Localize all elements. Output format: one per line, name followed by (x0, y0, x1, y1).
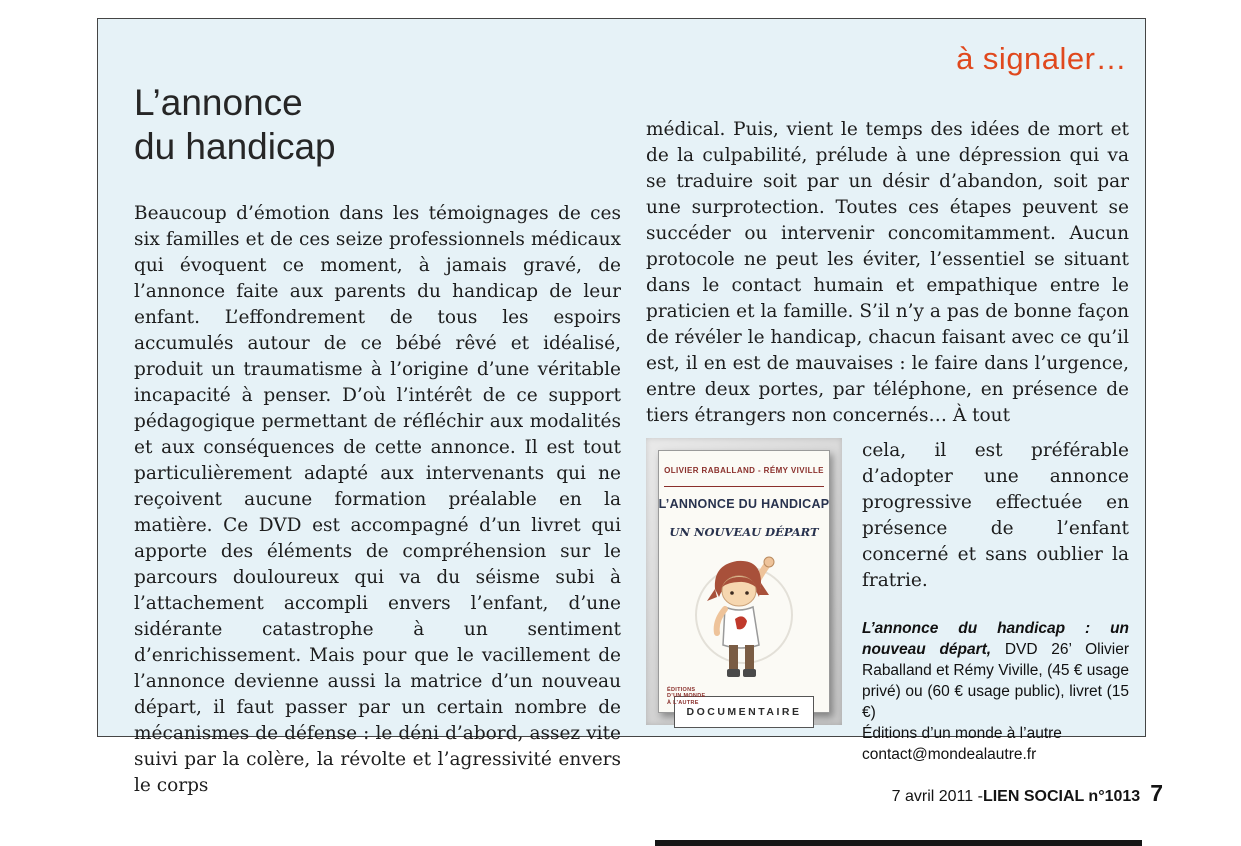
footer-magazine: LIEN SOCIAL n°1013 (982, 788, 1141, 805)
publisher-logo-line1: ÉDITIONS (667, 686, 696, 693)
article-paragraph-left: Beaucoup d’émotion dans les témoignages de ces six familles et de ces seize professionnels médicaux qui évoquent ce moment, à jamais gravé, de l’annonce faite aux parents du handicap de leur enfant. L’effondrement de tous les espoirs accumulés autour de ce bébé rêvé et idéalisé, produit un traumatisme à l’origine d’une véritable incapacité à penser. D’où l’intérêt de ce support pédagogique permettant de réfléchir aux modalités et aux conséquences de cette annonce. Il est tout particulièrement adapté aux intervenants qui ne reçoivent aucune formation préalable en la matière. Ce DVD est accompagné d’un livret qui apporte des éléments de compréhension sur le parcours douloureux qui va du séisme subi à l’attachement accompli envers l’enfant, d’une sidérante catastrophe à un sentiment d’enrichissement. Mais pour que le vacillement de l’annonce devienne aussi la matrice d’un nouveau départ, il faut passer par un certain nombre de mécanismes de défense : le déni d’abord, assez vite suivi par la colère, la révolte et l’agressivité envers le corps (134, 203, 621, 796)
article-title-line1: L’annonce (134, 82, 303, 123)
dvd-cover-genre: DOCUMENTAIRE (674, 696, 815, 728)
section-label: à signaler… (956, 41, 1127, 76)
dvd-cover (658, 450, 830, 718)
publisher-logo-line3: À L’AUTRE (667, 699, 699, 706)
right-column (646, 117, 1129, 765)
page-footer (892, 780, 1163, 807)
publisher-logo-line2: D’UN MONDE (667, 693, 706, 699)
scan-edge-artifact (655, 840, 1142, 846)
media-row (646, 438, 1129, 765)
dvd-cover-authors: OLIVIER RABALLAND - RÉMY VIVILLE (664, 458, 824, 487)
wrap-column (862, 438, 1129, 765)
dvd-cover-illustration (685, 549, 803, 694)
caption-email: contact@mondealautre.fr (862, 746, 1037, 763)
article-paragraph-right: médical. Puis, vient le temps des idées de mort et de la culpabilité, prélude à une dépression qui va se traduire soit par un désir d’abandon, soit par une surprotection. Toutes ces étapes peuvent se succéder ou intervenir concomitamment. Aucun protocole ne peut les éviter, l’essentiel se situant dans le contact humain et empathique entre le praticien et la famille. S’il n’y a pas de bonne façon de révéler le handicap, chacun faisant avec ce qu’il est, il en est de mauvaises : le faire dans l’urgence, entre deux portes, par téléphone, en présence de tiers étrangers non concernés… À tout (646, 119, 1129, 426)
caption-publisher: Éditions d’un monde à l’autre (862, 725, 1062, 742)
article-paragraph-wrap: cela, il est préférable d’adopter une annonce progressive effectuée en présence de l’enfant concerné et sans oublier la fratrie. (862, 440, 1129, 591)
publisher-logo (667, 687, 705, 707)
article-title (134, 81, 336, 169)
caption-body: DVD 26’ Olivier Raballand et Rémy Viville, (45 € usage privé) ou (60 € usage public), livret (15 €) (862, 641, 1129, 721)
footer-date: 7 avril 2011 - (891, 788, 983, 805)
caption-title: L’annonce du handicap : un nouveau départ, (862, 620, 1129, 658)
dvd-cover-title: L’ANNONCE DU HANDICAP (658, 497, 830, 511)
article-title-line2: du handicap (134, 126, 336, 167)
footer-page-number: 7 (1150, 780, 1163, 806)
dvd-cover-subtitle: UN NOUVEAU DÉPART (669, 525, 819, 539)
dvd-cover-photo (646, 438, 842, 725)
dvd-caption (862, 618, 1129, 765)
left-column (134, 201, 621, 799)
article-panel (97, 18, 1146, 796)
